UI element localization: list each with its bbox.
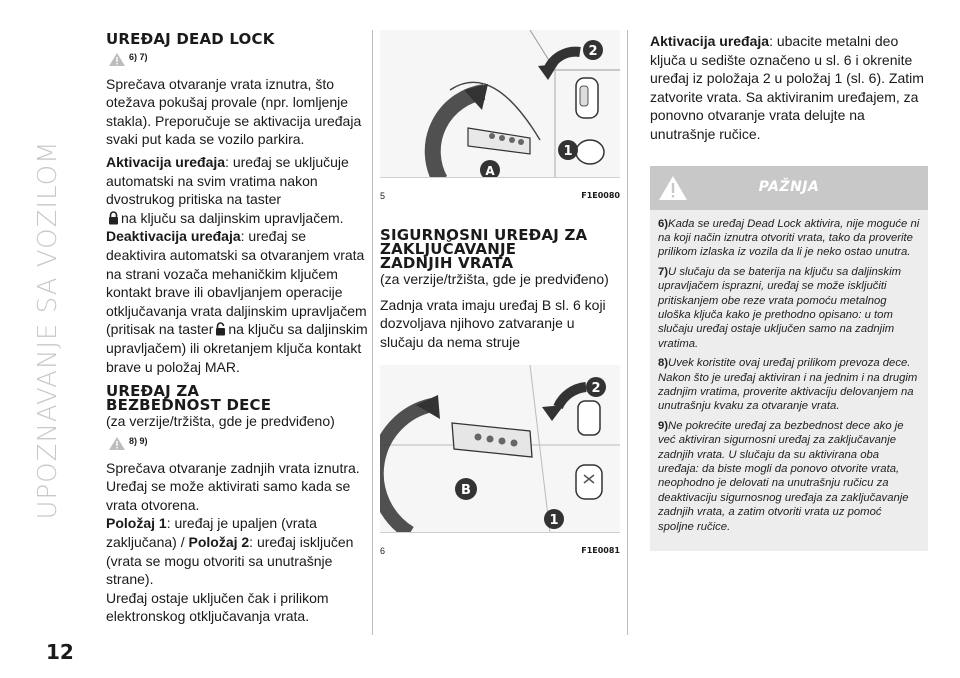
- figure-code: F1E0080: [581, 191, 620, 200]
- heading-rear-door-lock: [380, 225, 620, 272]
- paragraph: Sprečava otvaranje zadnjih vrata iznutra. Uređaj se može aktivirati samo kada se vrata otvorena.: [106, 459, 360, 513]
- caution-note: [658, 356, 920, 414]
- figure-label: 1: [549, 513, 559, 529]
- warning-refs-text: 8) 9): [129, 436, 148, 447]
- warning-reference: [108, 432, 368, 451]
- note-number: 6): [658, 217, 669, 230]
- paragraph-deactivation: [106, 227, 368, 376]
- warning-triangle-icon: [658, 175, 688, 201]
- text-run: : uređaj se deaktivira automatski sa otvaranjem vrata na strani vozača mehaničkim ključem kontakt brave ili obavljanjem operacije otključavanja vrata daljinskim upravljačem (pritisak na taster: [106, 228, 367, 338]
- paragraph: Zadnja vrata imaju uređaj B sl. 6 koji dozvoljava njihovo zatvaranje u slučaju da nema struje: [380, 296, 606, 350]
- page-number: 12: [46, 640, 74, 664]
- unlock-icon: [215, 322, 226, 336]
- heading-line: BEZBEDNOST DECE: [106, 396, 272, 415]
- section-side-title: UPOZNAVANJE SA VOZILOM: [33, 140, 63, 520]
- rear-door-lock-illustration: [380, 365, 620, 533]
- figure-number: 6: [380, 546, 386, 557]
- text-run: : uređaj isključen (vrata se mogu otvoriti sa unutrašnje strane).: [106, 534, 354, 588]
- heading-subtitle: (za verzije/tržišta, gde je predviđeno): [380, 270, 609, 287]
- paragraph-positions: [106, 514, 368, 588]
- bold-term: Položaj 1: [106, 515, 167, 532]
- figure-number: 5: [380, 191, 386, 201]
- heading-subtitle: (za verzije/tržišta, gde je predviđeno): [106, 413, 335, 430]
- figure-6-image: [380, 365, 620, 533]
- heading-line: UREĐAJ ZA: [106, 382, 200, 401]
- bold-term: Aktivacija uređaja: [106, 153, 226, 170]
- paragraph-activation: [650, 32, 928, 144]
- warning-triangle-icon: [108, 52, 126, 67]
- column-left: [106, 32, 368, 626]
- paragraph: Sprečava otvaranje vrata iznutra, što otežava pokušaj provale (npr. lomljenje stakla). Preporučuje se aktivacija uređaja svaki put kada se vozilo parkira.: [106, 75, 362, 148]
- figure-code: F1E0081: [581, 546, 620, 556]
- caution-box: [650, 166, 928, 552]
- figure-label: 1: [563, 144, 573, 159]
- warning-triangle-icon: [108, 436, 126, 451]
- column-middle: [380, 30, 620, 561]
- column-divider: [372, 30, 373, 635]
- text-run: : uređaj je upaljen (vrata zaključana) /: [106, 515, 317, 551]
- figure-5-caption: [380, 187, 620, 206]
- column-divider: [627, 30, 628, 635]
- paragraph-activation: [106, 153, 368, 227]
- note-text: Ne pokrećite uređaj za bezbednost dece ako je već aktiviran sigurnosni uređaj za zaključavanje zadnjih vrata. U slučaju da su aktivirana oba uređaja: da biste mogli da ponovo otvorite vrata, neophodno je delovati na unutrašnju ručicu za deaktivaciju sigurnosnog uređaja za zaključavanje zadnjih vrata, a zatim otvoriti vrata uz pomoć spoljne ručice.: [658, 419, 909, 533]
- bold-term: Aktivacija uređaja: [650, 33, 770, 49]
- note-number: 9): [658, 419, 669, 432]
- text-run: na ključu sa daljinskim upravljačem.: [121, 209, 344, 226]
- figure-label: 2: [588, 44, 598, 59]
- door-lock-illustration: [380, 30, 620, 178]
- note-text: U slučaju da se baterija na ključu sa daljinskim upravljačem isprazni, uređaj se može isključiti pritiskanjem obe reze vrata pomoću metalnog uloška ključa kako je prethodno opisano: u tom slučaju uređaj ostaje uključen samo na zadnjim vratima.: [658, 265, 902, 350]
- bold-term: Položaj 2: [188, 534, 250, 551]
- text-run: : uređaj se uključuje automatski na svim vratima nakon dvostrukog pritiska na taster: [106, 153, 349, 208]
- caution-title: PAŽNJA: [758, 178, 820, 195]
- text-run: : ubacite metalni deo ključa u sedište označeno u sl. 6 i okrenite uređaj iz položaja 2 u položaj 1 (sl. 6). Zatim zatvorite vrata. Sa aktiviranim uređajem, za ponovno otvaranje vrata delujte na unutrašnje ručice.: [650, 33, 924, 142]
- warning-reference: [108, 48, 368, 67]
- figure-5-image: [380, 30, 620, 178]
- caution-note: [658, 419, 920, 534]
- paragraph: Uređaj ostaje uključen čak i prilikom elektronskog otključavanja vrata.: [106, 589, 329, 625]
- note-number: 7): [658, 265, 669, 278]
- caution-notes: [650, 210, 928, 552]
- heading-dead-lock: UREĐAJ DEAD LOCK: [106, 30, 275, 48]
- note-text: Uvek koristite ovaj uređaj prilikom prevoza dece. Nakon što je uređaj aktiviran i na jednim i na drugim zadnjim vratima, proverite aktivaciju delovanjem na unutrašnju kvaku za otvaranje vrata.: [658, 357, 918, 413]
- heading-line: SIGURNOSNI UREĐAJ ZA: [380, 225, 588, 244]
- text-run: na ključu sa daljinskim upravljačem) ili okretanjem ključa kontakt brave u položaj MAR.: [106, 321, 368, 375]
- figure-label: A: [485, 164, 495, 178]
- figure-6-caption: [380, 542, 620, 561]
- figure-label: 2: [591, 381, 601, 397]
- column-right: [650, 32, 928, 551]
- note-number: 8): [658, 357, 669, 370]
- bold-term: Deaktivacija uređaja: [106, 228, 241, 245]
- heading-line: ZADNJIH VRATA: [380, 253, 514, 272]
- heading-line: ZAKLJUČAVANJE: [380, 239, 517, 258]
- figure-label: B: [461, 483, 471, 499]
- warning-refs-text: 6) 7): [129, 52, 148, 62]
- caution-note: [658, 265, 920, 351]
- lock-icon: [108, 211, 119, 225]
- heading-child-safety: [106, 382, 368, 415]
- caution-header: [650, 166, 928, 210]
- caution-note: [658, 217, 920, 260]
- note-text: Kada se uređaj Dead Lock aktivira, nije moguće ni na koji način iznutra otvoriti vrata, tako da proverite prilikom izlaska iz vozila da li je neko ostao unutra.: [658, 217, 920, 259]
